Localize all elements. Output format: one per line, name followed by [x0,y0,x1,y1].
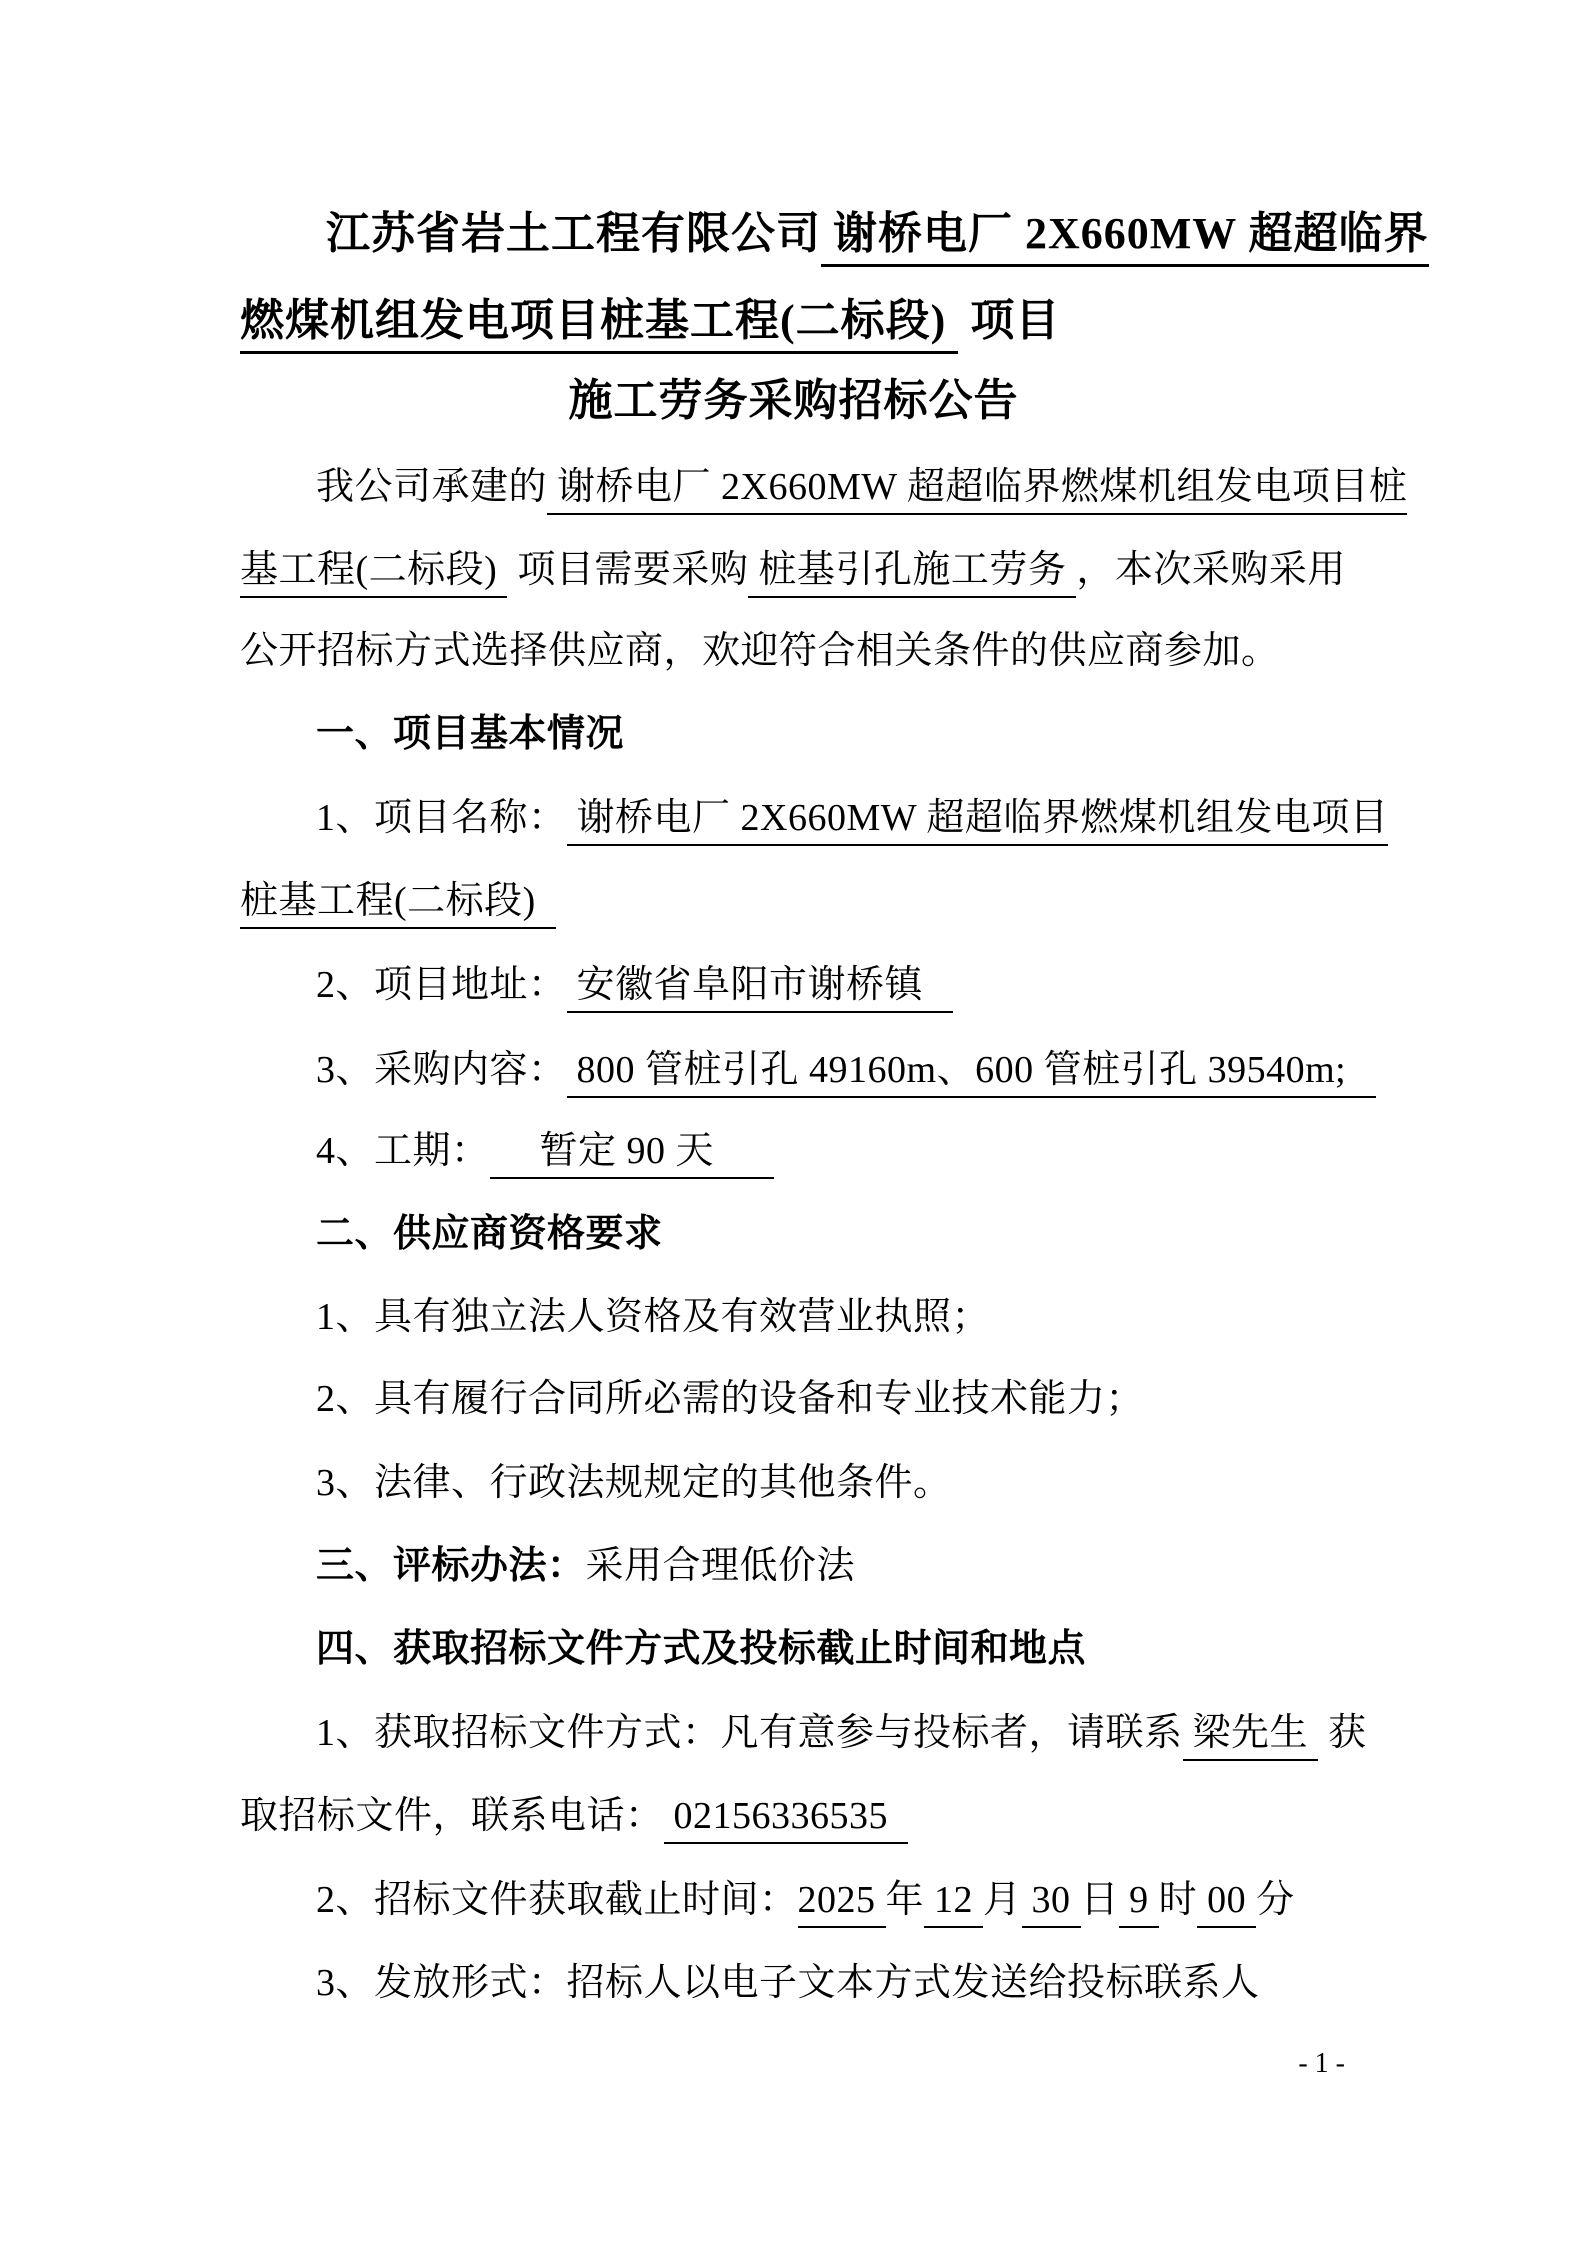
section-3-heading-line [316,1545,855,1589]
distribution-form-line: 3、发放形式：招标人以电子文本方式发送给投标联系人 [316,1962,1260,2004]
contact-person-underlined: 梁先生 [1183,1712,1319,1761]
deadline-month-underlined: 12 [924,1879,983,1928]
duration-value-underlined: 暂定 90 天 [490,1130,775,1179]
document-acquisition-line-1 [316,1712,1367,1756]
contact-phone-underlined: 02156336535 [664,1795,909,1844]
intro-line-2 [240,549,1346,593]
section-4-heading: 四、获取招标文件方式及投标截止时间和地点 [316,1628,1087,1670]
evaluation-method-label: 三、评标办法： [316,1545,586,1587]
title-announcement: 施工劳务采购招标公告 [568,376,1019,425]
deadline-year-underlined: 2025 [798,1879,886,1928]
qualification-item-1: 1、具有独立法人资格及有效营业执照； [316,1296,991,1338]
procurement-content-label: 3、采购内容： [316,1049,567,1091]
title-suffix: 项目 [958,296,1061,345]
project-name-item-wrap [240,880,556,924]
title-line-1 [326,209,1429,260]
project-address-value-underlined: 安徽省阜阳市谢桥镇 [567,964,954,1013]
section-2-heading: 二、供应商资格要求 [316,1213,663,1255]
contact-phone-label: 取招标文件，联系电话： [240,1795,664,1837]
project-address-label: 2、项目地址： [316,964,567,1006]
document-acquisition-line-2 [240,1795,908,1839]
deadline-minute-underlined: 00 [1197,1879,1256,1928]
project-name-value-underlined: 谢桥电厂 2X660MW 超超临界燃煤机组发电项目 [567,797,1389,846]
intro-line-1 [316,466,1407,510]
project-name-item [316,797,1388,841]
deadline-day-underlined: 30 [1022,1879,1081,1928]
intro-text: 我公司承建的 [316,466,548,508]
duration-label: 4、工期： [316,1130,490,1172]
qualification-item-2: 2、具有履行合同所必需的设备和专业技术能力； [316,1378,1145,1420]
deadline-hour-underlined: 9 [1119,1879,1159,1928]
acquisition-method-text-2: 获 [1318,1712,1367,1754]
deadline-line: 2、招标文件获取截止时间：2025 年 12 月 30 日 9 时 00 分 [316,1879,1295,1923]
title-project-name-underlined-2: 燃煤机组发电项目桩基工程(二标段) [240,296,958,354]
intro-project-name-underlined-2: 基工程(二标段) [240,549,507,598]
intro-procurement-scope-underlined: 桩基引孔施工劳务 [748,549,1076,598]
project-address-item [316,964,953,1008]
title-company-name: 江苏省岩土工程有限公司 [326,209,821,258]
project-name-value-underlined-2: 桩基工程(二标段) [240,880,556,929]
title-line-2 [240,296,1060,347]
title-project-name-underlined: 谢桥电厂 2X660MW 超超临界 [821,209,1429,267]
procurement-content-item [316,1049,1376,1093]
acquisition-method-text: 1、获取招标文件方式：凡有意参与投标者，请联系 [316,1712,1183,1754]
intro-text-4: 公开招标方式选择供应商，欢迎符合相关条件的供应商参加。 [240,630,1280,672]
intro-line-3 [240,630,1280,674]
project-name-label: 1、项目名称： [316,797,567,839]
duration-item [316,1130,774,1174]
intro-project-name-underlined: 谢桥电厂 2X660MW 超超临界燃煤机组发电项目桩 [547,466,1407,515]
procurement-content-value-underlined: 800 管桩引孔 49160m、600 管桩引孔 39540m; [567,1049,1377,1098]
intro-text-3: ，本次采购采用 [1076,549,1346,591]
evaluation-method-value: 采用合理低价法 [585,1545,856,1587]
intro-text-2: 项目需要采购 [507,549,749,591]
qualification-item-3: 3、法律、行政法规规定的其他条件。 [316,1462,952,1504]
deadline-label: 2、招标文件获取截止时间： [316,1879,798,1921]
page-number: - 1 - [1298,2048,1345,2079]
section-1-heading: 一、项目基本情况 [316,713,625,755]
title-line-3 [240,376,1347,427]
